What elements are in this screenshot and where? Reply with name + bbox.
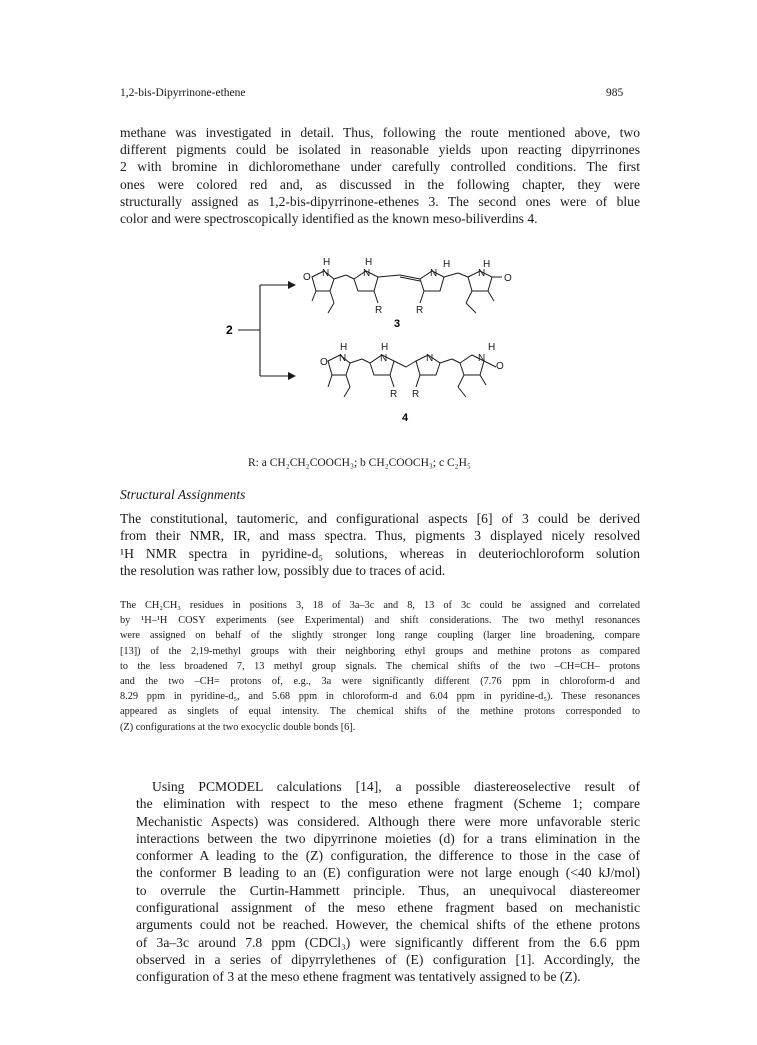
atom-n: N xyxy=(478,268,486,279)
text-line: structurally assigned as 1,2-bis-dipyrrinone-ethenes 3. The second ones were of blue xyxy=(120,193,640,209)
atom-r: R xyxy=(375,305,383,316)
atom-n: N xyxy=(478,353,486,364)
text-line: configuration of 3 at the meso ethene fragment was tentatively assigned to be (Z). xyxy=(136,969,581,985)
paragraph-structural xyxy=(120,510,640,580)
r-group-legend: R: a CH₂CH₂COOCH₃; b CH₂COOCH₃; c C₂H₅ xyxy=(248,457,471,469)
atom-n: N xyxy=(380,353,388,364)
compound-2-label: 2 xyxy=(226,323,233,337)
text-line: the resolution was rather low, possibly due to traces of acid. xyxy=(120,563,446,579)
paragraph-pcmodel xyxy=(120,778,640,986)
atom-h: H xyxy=(365,257,373,268)
text-line: methane was investigated in detail. Thus, following the route mentioned above, two xyxy=(120,125,640,140)
text-line: were assigned on behalf of the slightly stronger long range coupling (larger line broadening, compare xyxy=(120,630,640,642)
section-title: Structural Assignments xyxy=(120,487,246,502)
atom-n: N xyxy=(363,268,371,279)
text-line: interactions between the two dipyrrinone moieties (d) for a trans elimination in the xyxy=(136,830,640,846)
atom-o: O xyxy=(504,273,512,284)
page-number: 985 xyxy=(606,87,624,99)
text-line: arguments could not be reached. However, the chemical shifts of the ethene protons xyxy=(136,917,640,933)
atom-o: O xyxy=(320,357,328,368)
text-line: of 3a–3c around 7.8 ppm (CDCl₃) were significantly different from the 6.6 ppm xyxy=(136,934,640,950)
compound-4-label: 4 xyxy=(402,412,409,424)
atom-h: H xyxy=(381,342,389,353)
running-title: 1,2-bis-Dipyrrinone-ethene xyxy=(120,87,246,99)
reaction-scheme xyxy=(220,257,550,488)
small-print-paragraph xyxy=(120,598,640,735)
text-line: ¹H NMR spectra in pyridine-d₅ solutions, whereas in deuteriochloroform solution xyxy=(120,545,640,561)
atom-n: N xyxy=(322,268,330,279)
text-line: color and were spectroscopically identified as the known meso-biliverdins 4. xyxy=(120,210,538,226)
text-line: The CH₂CH₃ residues in positions 3, 18 of 3a–3c and 8, 13 of 3c could be assigned and correlated xyxy=(120,600,640,611)
atom-h: H xyxy=(340,342,348,353)
text-line: observed in a series of dipyrrylethenes of (E) configuration [1]. Accordingly, the xyxy=(136,951,640,967)
text-line: [13]) of the 2,19-methyl groups with their neighboring ethyl groups and methine protons as compared xyxy=(120,645,640,657)
text-line: 8.29 ppm in pyridine-d₅, and 5.68 ppm in chloroform-d and 6.04 ppm in pyridine-d₅). These resonances xyxy=(120,691,640,703)
text-line: by ¹H–¹H COSY experiments (see Experimental) and shift considerations. The two methyl resonances xyxy=(120,615,640,627)
atom-h: H xyxy=(488,342,496,353)
compound-3-label: 3 xyxy=(394,318,401,330)
atom-h: H xyxy=(443,259,451,270)
atom-r: R xyxy=(412,389,420,400)
text-line: Mechanistic Aspects) was considered. Although there were more unfavorable steric xyxy=(136,813,640,829)
atom-o: O xyxy=(303,272,311,283)
atom-r: R xyxy=(390,389,398,400)
text-line: to the less broadened 7, 13 methyl group signals. The chemical shifts of the two –CH=CH– protons xyxy=(120,660,640,672)
atom-n: N xyxy=(339,353,347,364)
text-line: the elimination with respect to the meso ethene fragment (Scheme 1; compare xyxy=(136,796,640,812)
text-line: to overrule the Curtin-Hammett principle. Thus, an unequivocal diastereomer xyxy=(136,882,640,898)
text-line: appeared as singlets of equal intensity. The chemical shifts of the methine protons corresponded to xyxy=(120,706,640,718)
intro-paragraph xyxy=(120,124,640,227)
text-line: and the two –CH= protons of, e.g., 3a were significantly different (7.76 ppm in chloroform-d and xyxy=(120,676,640,688)
text-line: Using PCMODEL calculations [14], a possible diastereoselective result of xyxy=(152,779,640,794)
text-line: from their NMR, IR, and mass spectra. Thus, pigments 3 displayed nicely resolved xyxy=(120,528,640,544)
text-line: conformer A leading to the (Z) configuration, the difference to those in the case of xyxy=(136,848,640,864)
text-line: (Z) configurations at the two exocyclic double bonds [6]. xyxy=(120,721,356,733)
structure-3 xyxy=(312,271,502,313)
text-line: configurational assignment of the meso ethene fragment based on mechanistic xyxy=(136,900,640,916)
text-line: 2 with bromine in dichloromethane under carefully controlled conditions. The first xyxy=(120,159,640,175)
arrowhead-upper xyxy=(288,281,296,289)
atom-r: R xyxy=(416,305,424,316)
atom-o: O xyxy=(496,361,504,372)
text-line: The constitutional, tautomeric, and configurational aspects [6] of 3 could be derived xyxy=(120,511,640,526)
atom-h: H xyxy=(323,257,331,268)
atom-n: N xyxy=(430,268,438,279)
text-line: ones were colored red and, as discussed in the following chapter, they were xyxy=(120,176,640,192)
text-line: the conformer B leading to an (E) configuration were not large enough (<40 kJ/mol) xyxy=(136,865,640,881)
atom-n: N xyxy=(426,353,434,364)
atom-h: H xyxy=(483,259,491,270)
text-line: different pigments could be isolated in reasonable yields upon reacting dipyrrinones xyxy=(120,142,640,158)
arrowhead-lower xyxy=(288,372,296,380)
